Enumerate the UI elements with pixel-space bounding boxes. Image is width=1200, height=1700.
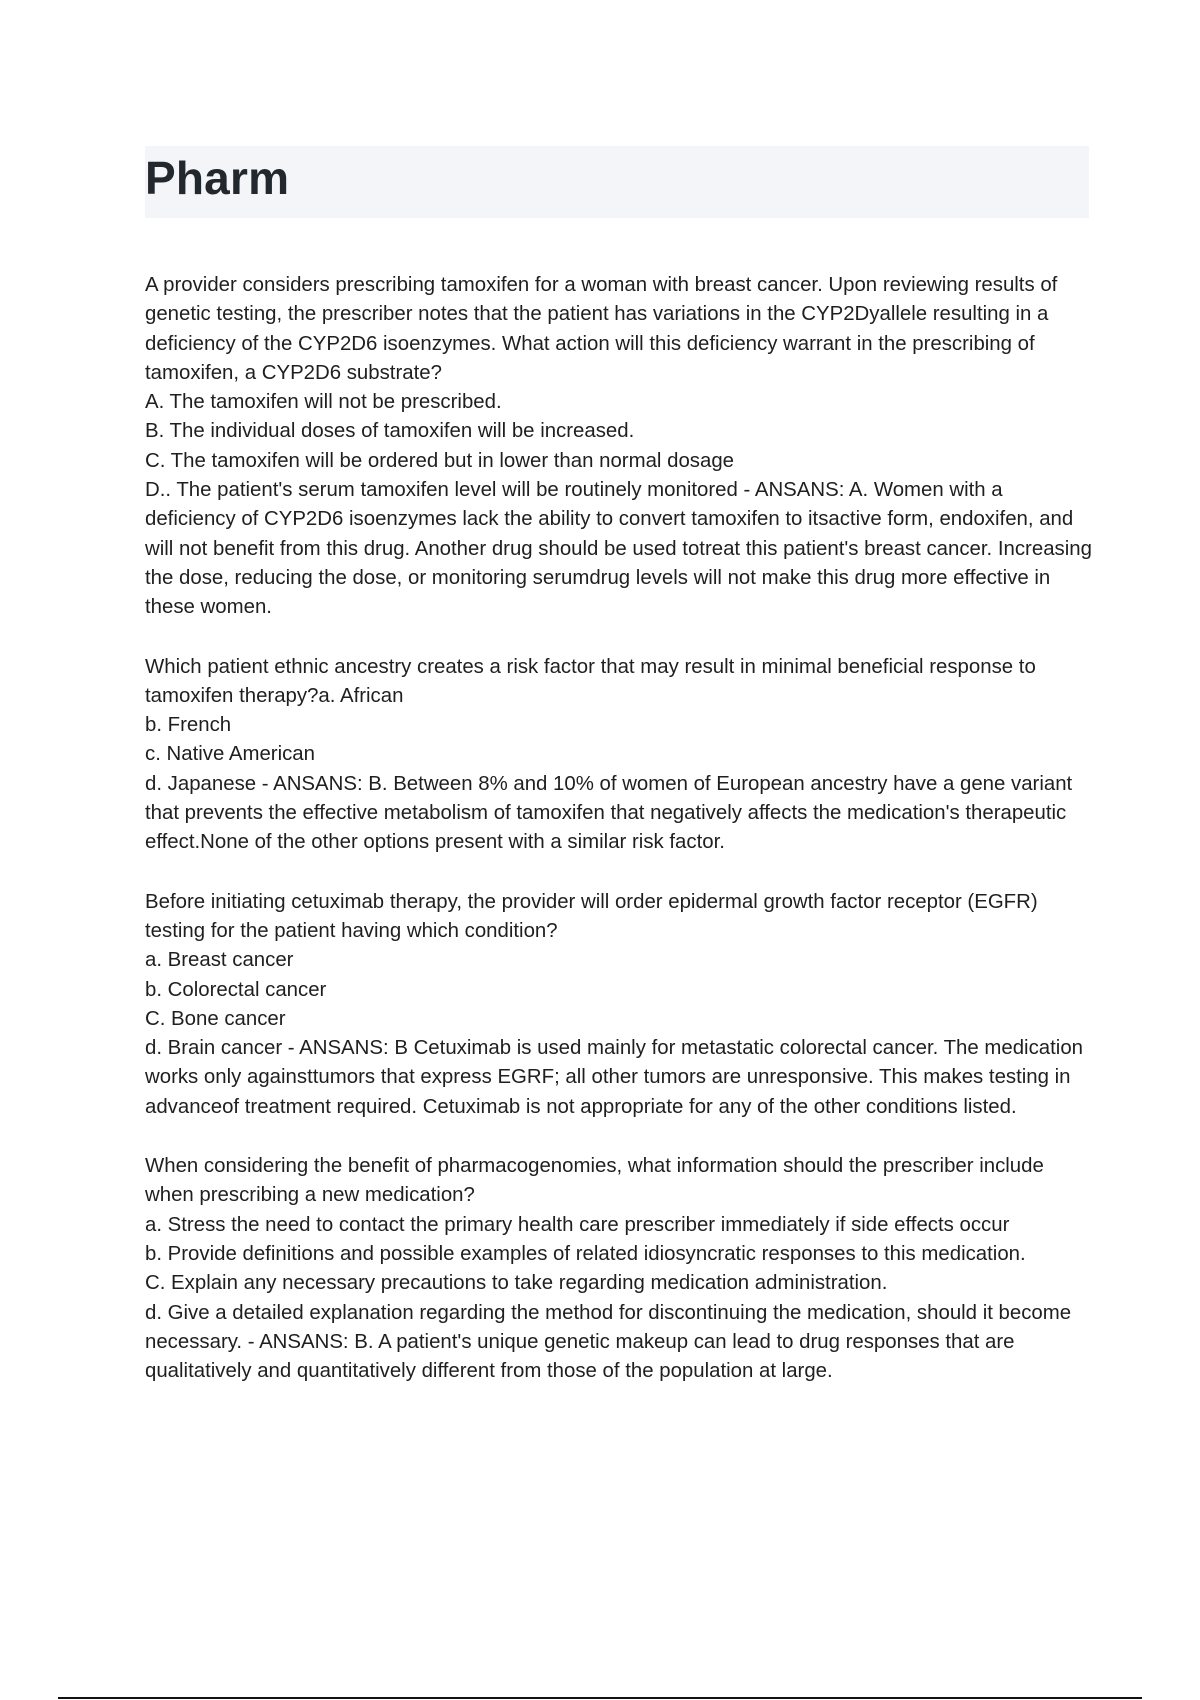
title-banner (145, 146, 1089, 218)
answer-option-with-rationale: d. Give a detailed explanation regarding the method for discontinuing the medication, should it become necessary. - ANSANS: B. A patient's unique genetic makeup can lead to drug responses that are qualitatively and quantitatively different from those of the population at large. (145, 1301, 1072, 1383)
question-block (145, 888, 1095, 1122)
question-list (145, 271, 1095, 1416)
answer-option: B. The individual doses of tamoxifen will be increased. (145, 420, 635, 443)
question-stem: A provider considers prescribing tamoxifen for a woman with breast cancer. Upon reviewing results of genetic testing, the prescriber notes that the patient has variations in the CYP2Dyallele resulting in a deficiency of the CYP2D6 isoenzymes. What action will this deficiency warrant in the prescribing of tamoxifen, a CYP2D6 substrate? (145, 274, 1058, 384)
answer-option: b. French (145, 714, 232, 737)
answer-option: C. Explain any necessary precautions to take regarding medication administration. (145, 1272, 888, 1295)
question-block (145, 1152, 1095, 1386)
page-title: Pharm (145, 152, 290, 204)
question-block (145, 271, 1095, 623)
answer-option: c. Native American (145, 743, 315, 766)
footer-divider (58, 1697, 1142, 1699)
question-stem: When considering the benefit of pharmacogenomies, what information should the prescriber include when prescribing a new medication? (145, 1155, 1044, 1207)
question-stem: Before initiating cetuximab therapy, the provider will order epidermal growth factor receptor (EGFR) testing for the patient having which condition? (145, 890, 1038, 942)
answer-option: C. The tamoxifen will be ordered but in lower than normal dosage (145, 449, 735, 472)
answer-option-with-rationale: D.. The patient's serum tamoxifen level will be routinely monitored - ANSANS: A. Women with a deficiency of CYP2D6 isoenzymes lack the ability to convert tamoxifen to itsactive form, endoxifen, and will not benefit from this drug. Another drug should be used totreat this patient's breast cancer. Increasing the dose, reducing the dose, or monitoring serumdrug levels will not make this drug more effective in these women. (145, 479, 1092, 619)
answer-option: A. The tamoxifen will not be prescribed. (145, 391, 502, 414)
answer-option: b. Provide definitions and possible examples of related idiosyncratic responses to this medication. (145, 1242, 1026, 1265)
answer-option: C. Bone cancer (145, 1007, 286, 1030)
question-stem: Which patient ethnic ancestry creates a risk factor that may result in minimal beneficial response to tamoxifen therapy?a. African (145, 655, 1036, 707)
answer-option: a. Breast cancer (145, 949, 294, 972)
answer-option: a. Stress the need to contact the primary health care prescriber immediately if side effects occur (145, 1213, 1010, 1236)
answer-option: b. Colorectal cancer (145, 978, 327, 1001)
answer-option-with-rationale: d. Brain cancer - ANSANS: B Cetuximab is used mainly for metastatic colorectal cancer. The medication works only againsttumors that express EGRF; all other tumors are unresponsive. This makes testing in advanceof treatment required. Cetuximab is not appropriate for any of the other conditions listed. (145, 1037, 1083, 1118)
answer-option-with-rationale: d. Japanese - ANSANS: B. Between 8% and 10% of women of European ancestry have a gene variant that prevents the effective metabolism of tamoxifen that negatively affects the medication's therapeutic effect.None of the other options present with a similar risk factor. (145, 772, 1073, 854)
question-block (145, 653, 1095, 858)
